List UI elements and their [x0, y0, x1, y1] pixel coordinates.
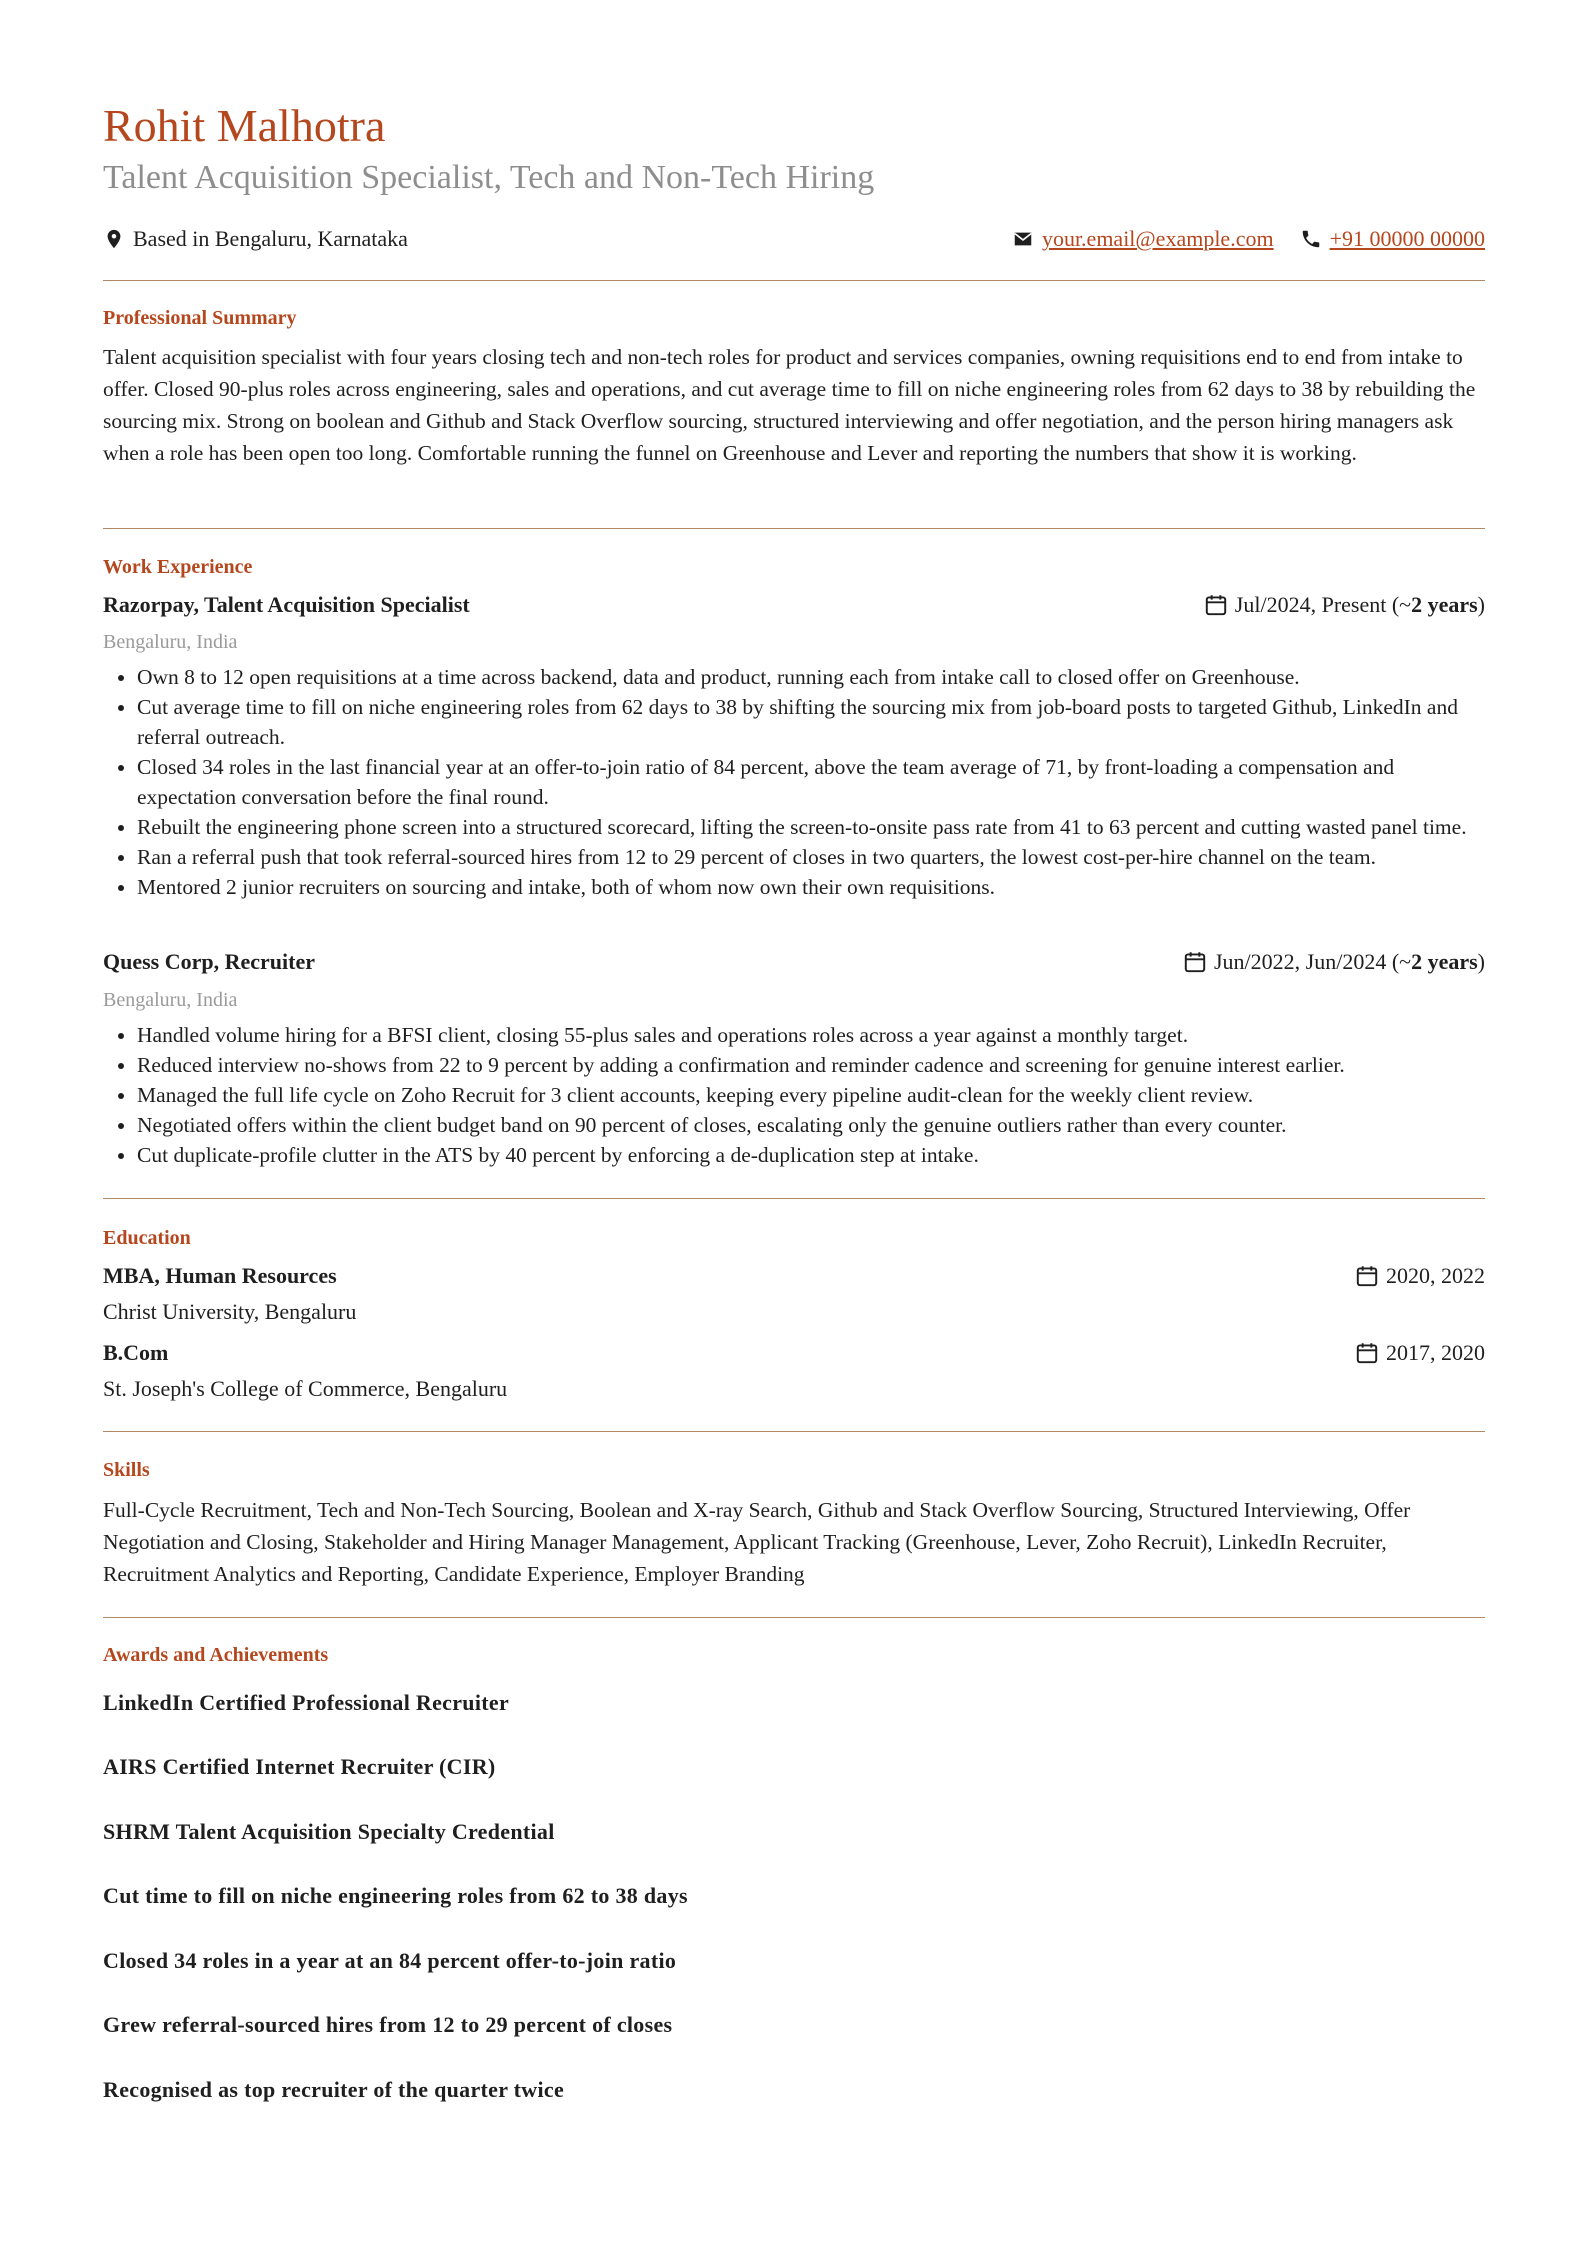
- job-header: [103, 590, 1485, 620]
- job-dates: [1203, 592, 1485, 618]
- education-heading: Education: [103, 1227, 191, 1249]
- job-location: Bengaluru, India: [103, 631, 238, 653]
- skills-heading: Skills: [103, 1459, 150, 1481]
- calendar-icon: [1354, 1263, 1380, 1289]
- contact-row: [103, 222, 1485, 256]
- email-link[interactable]: your.email@example.com: [1041, 226, 1274, 251]
- job-date-close: ): [1477, 949, 1485, 974]
- list-item: • Own 8 to 12 open requisitions at a time across backend, data and product, running each from intake call to closed offer on Greenhouse.: [137, 662, 1485, 692]
- mail-icon: [1012, 228, 1034, 250]
- job-duration: 2 years: [1411, 592, 1478, 617]
- job-date-close: ): [1477, 592, 1485, 617]
- calendar-icon: [1203, 592, 1229, 618]
- job-date-range: Jun/2022, Jun/2024 (~: [1214, 949, 1412, 974]
- phone-icon: [1300, 228, 1322, 250]
- contact-links: [986, 226, 1485, 252]
- divider: [103, 280, 1485, 281]
- list-item: • Ran a referral push that took referral-sourced hires from 12 to 29 percent of closes in two quarters, the lowest cost-per-hire channel on the team.: [137, 842, 1485, 872]
- list-item: • Rebuilt the engineering phone screen into a structured scorecard, lifting the screen-to-onsite pass rate from 41 to 63 percent and cutting wasted panel time.: [137, 812, 1485, 842]
- degree-title: MBA, Human Resources: [103, 1263, 337, 1288]
- phone-link[interactable]: +91 00000 00000: [1329, 226, 1485, 251]
- job-title: [103, 949, 315, 975]
- job-company: Razorpay: [103, 592, 194, 617]
- education-date-range: 2020, 2022: [1386, 1263, 1485, 1288]
- degree-title: B.Com: [103, 1340, 169, 1365]
- education-dates: [1354, 1340, 1485, 1366]
- job-role: , Talent Acquisition Specialist: [193, 592, 470, 617]
- list-item: • Mentored 2 junior recruiters on sourcing and intake, both of whom now own their own requisitions.: [137, 872, 1485, 902]
- job-bullets: [103, 1020, 1485, 1170]
- divider: [103, 1198, 1485, 1199]
- job-company: Quess Corp: [103, 949, 214, 974]
- list-item: • Managed the full life cycle on Zoho Recruit for 3 client accounts, keeping every pipeline audit-clean for the weekly client review.: [137, 1080, 1485, 1110]
- divider: [103, 1431, 1485, 1432]
- list-item: • Cut average time to fill on niche engineering roles from 62 days to 38 by shifting the sourcing mix from job-board posts to targeted Github, LinkedIn and referral outreach.: [137, 692, 1485, 752]
- list-item: • Handled volume hiring for a BFSI client, closing 55-plus sales and operations roles across a year against a monthly target.: [137, 1020, 1485, 1050]
- awards-heading: Awards and Achievements: [103, 1644, 329, 1666]
- list-item: • Cut duplicate-profile clutter in the ATS by 40 percent by enforcing a de-duplication step at intake.: [137, 1140, 1485, 1170]
- job-role: , Recruiter: [213, 949, 316, 974]
- award-item: Closed 34 roles in a year at an 84 percent offer-to-join ratio: [103, 1948, 677, 1973]
- email-item: [1012, 226, 1274, 252]
- divider: [103, 1617, 1485, 1618]
- job-dates: [1182, 949, 1485, 975]
- list-item: • Reduced interview no-shows from 22 to 9 percent by adding a confirmation and reminder cadence and screening for genuine interest earlier.: [137, 1050, 1485, 1080]
- award-item: SHRM Talent Acquisition Specialty Credential: [103, 1819, 555, 1844]
- phone-item: [1300, 226, 1485, 252]
- location-pin-icon: [103, 228, 125, 250]
- list-item: • Closed 34 roles in the last financial year at an offer-to-join ratio of 84 percent, above the team average of 71, by front-loading a compensation and expectation conversation before the final round.: [137, 752, 1485, 812]
- skills-text: Full-Cycle Recruitment, Tech and Non-Tech Sourcing, Boolean and X-ray Search, Github and Stack Overflow Sourcing, Structured Interviewing, Offer Negotiation and Closing, Stakeholder and Hiring Manager Management, Applicant Tracking (Greenhouse, Lever, Zoho Recruit), LinkedIn Recruiter, Recruitment Analytics and Reporting, Candidate Experience, Employer Branding: [103, 1498, 1411, 1586]
- location: [103, 226, 408, 252]
- summary-text: Talent acquisition specialist with four years closing tech and non-tech roles for product and services companies, owning requisitions end to end from intake to offer. Closed 90-plus roles across engineering, sales and operations, and cut average time to fill on niche engineering roles from 62 days to 38 by rebuilding the sourcing mix. Strong on boolean and Github and Stack Overflow sourcing, structured interviewing and offer negotiation, and the person hiring managers ask when a role has been open too long. Comfortable running the funnel on Greenhouse and Lever and reporting the numbers that show it is working.: [103, 345, 1476, 465]
- award-item: LinkedIn Certified Professional Recruiter: [103, 1690, 510, 1715]
- education-row: [103, 1261, 1485, 1291]
- candidate-name: Rohit Malhotra: [103, 100, 386, 151]
- job-date-range: Jul/2024, Present (~: [1234, 592, 1412, 617]
- candidate-title: Talent Acquisition Specialist, Tech and Non-Tech Hiring: [103, 159, 875, 196]
- job-duration: 2 years: [1411, 949, 1478, 974]
- list-item: • Negotiated offers within the client budget band on 90 percent of closes, escalating only the genuine outliers rather than every counter.: [137, 1110, 1485, 1140]
- education-row: [103, 1338, 1485, 1368]
- award-item: Grew referral-sourced hires from 12 to 29 percent of closes: [103, 2012, 673, 2037]
- job-location: Bengaluru, India: [103, 989, 238, 1011]
- award-item: Recognised as top recruiter of the quarter twice: [103, 2077, 565, 2102]
- school-name: Christ University, Bengaluru: [103, 1299, 357, 1324]
- award-item: Cut time to fill on niche engineering roles from 62 to 38 days: [103, 1883, 688, 1908]
- education-date-range: 2017, 2020: [1386, 1340, 1485, 1365]
- job-bullets: [103, 662, 1485, 902]
- location-text: Based in Bengaluru, Karnataka: [133, 226, 408, 251]
- job-title: [103, 592, 470, 618]
- job-header: [103, 947, 1485, 977]
- divider: [103, 528, 1485, 529]
- calendar-icon: [1182, 949, 1208, 975]
- summary-heading: Professional Summary: [103, 307, 297, 329]
- school-name: St. Joseph's College of Commerce, Bengaluru: [103, 1376, 508, 1401]
- education-dates: [1354, 1263, 1485, 1289]
- award-item: AIRS Certified Internet Recruiter (CIR): [103, 1754, 496, 1779]
- calendar-icon: [1354, 1340, 1380, 1366]
- experience-heading: Work Experience: [103, 556, 253, 578]
